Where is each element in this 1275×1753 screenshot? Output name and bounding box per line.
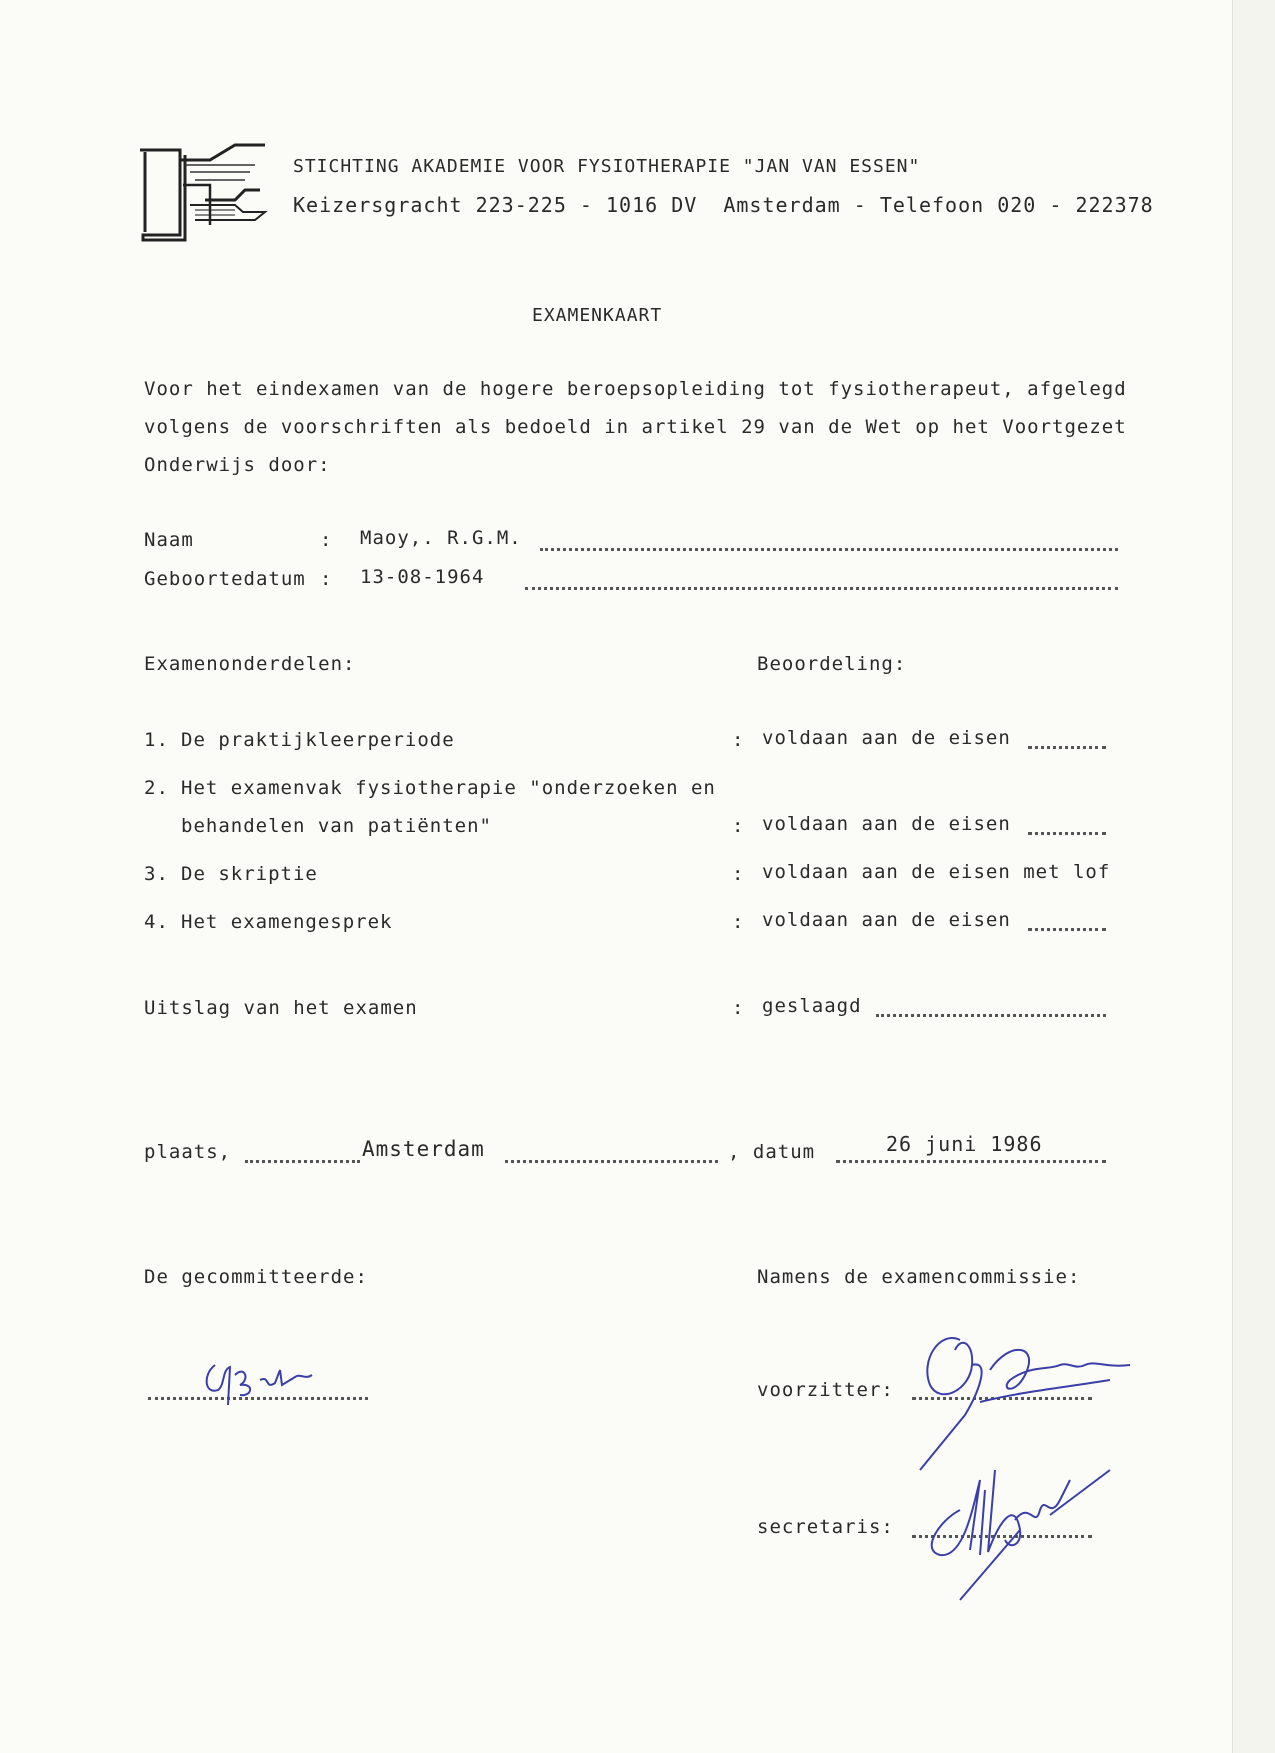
grade-heading: Beoordeling: [757,653,907,675]
item-1-label: De praktijkleerperiode [181,729,455,751]
birth-label: Geboortedatum [144,568,306,590]
result-colon: : [732,997,745,1019]
item-1-num: 1. [144,729,169,751]
item-4-grade: voldaan aan de eisen [762,909,1011,931]
item-2-grade: voldaan aan de eisen [762,813,1011,835]
intro-line-1: Voor het eindexamen van de hogere beroepsopleiding tot fysiotherapeut, afgelegd [144,378,1127,400]
item-2-label: Het examenvak fysiotherapie "onderzoeken en [181,777,716,799]
secretary-signature [900,1440,1120,1610]
item-2-dots [1028,832,1106,835]
org-name: STICHTING AKADEMIE VOOR FYSIOTHERAPIE "JAN VAN ESSEN" [293,156,921,177]
name-value: Maoy,. R.G.M. [360,527,522,549]
secretary-label: secretaris: [757,1516,894,1538]
item-4-dots [1028,928,1106,931]
item-1-colon: : [732,729,745,751]
result-value: geslaagd [762,995,862,1017]
item-4-num: 4. [144,911,169,933]
item-2-label-cont: behandelen van patiënten" [181,815,492,837]
item-2-colon: : [732,815,745,837]
committee-label: Namens de examencommissie: [757,1266,1081,1288]
delegate-signature [200,1355,340,1415]
item-1-grade: voldaan aan de eisen [762,727,1011,749]
academy-logo [135,140,275,245]
item-4-colon: : [732,911,745,933]
name-colon: : [320,529,333,551]
org-address: Keizersgracht 223-225 - 1016 DV Amsterdam - Telefoon 020 - 222378 [293,193,1154,217]
item-3-num: 3. [144,863,169,885]
item-4-label: Het examengesprek [181,911,393,933]
intro-line-3: Onderwijs door: [144,454,331,476]
birth-colon: : [320,568,333,590]
place-value: Amsterdam [362,1137,485,1161]
page-edge [1232,0,1275,1753]
date-dots [836,1160,1106,1163]
chair-label: voorzitter: [757,1379,894,1401]
item-3-colon: : [732,863,745,885]
birth-value: 13-08-1964 [360,566,485,588]
parts-heading: Examenonderdelen: [144,653,356,675]
birth-dots [525,587,1118,590]
item-2-num: 2. [144,777,169,799]
document-title: EXAMENKAART [532,305,663,326]
result-label: Uitslag van het examen [144,997,418,1019]
result-dots [876,1014,1106,1017]
name-dots [540,548,1118,551]
item-3-grade: voldaan aan de eisen met lof [762,861,1111,883]
place-dots-after [505,1160,718,1163]
place-dots-before [245,1160,360,1163]
item-1-dots [1028,746,1106,749]
date-value: 26 juni 1986 [886,1132,1043,1156]
intro-line-2: volgens de voorschriften als bedoeld in artikel 29 van de Wet op het Voortgezet [144,416,1127,438]
delegate-label: De gecommitteerde: [144,1266,368,1288]
name-label: Naam [144,529,194,551]
item-3-label: De skriptie [181,863,318,885]
place-label: plaats, [144,1141,232,1163]
date-label: , datum [728,1141,816,1163]
